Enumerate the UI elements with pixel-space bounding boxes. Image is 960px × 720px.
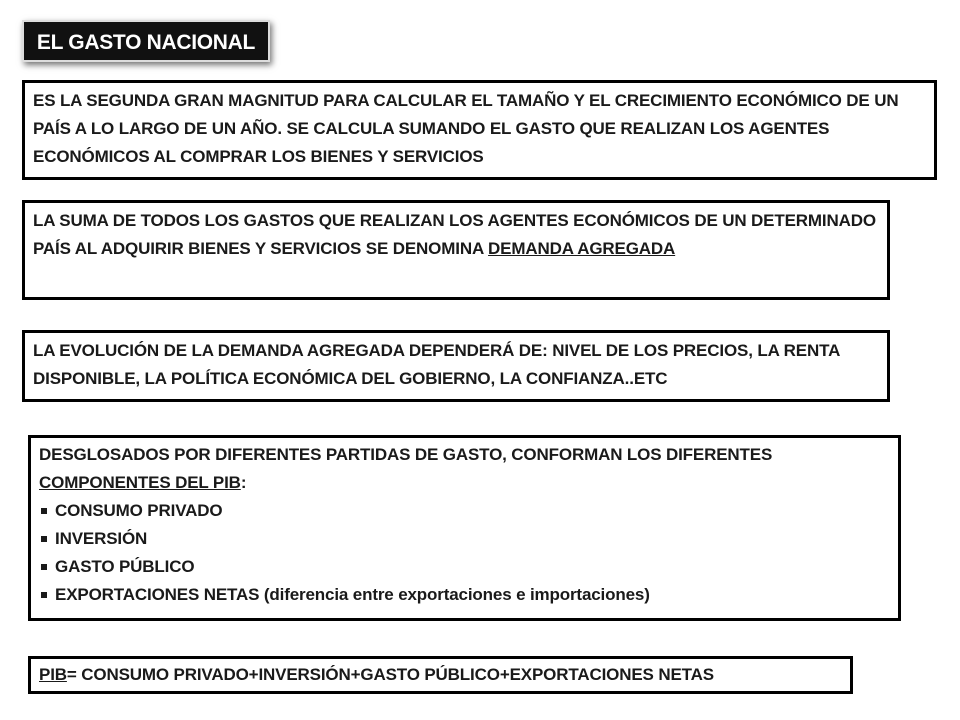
bullet-icon [41, 592, 47, 598]
demand-evolution-box [22, 330, 890, 402]
list-item [39, 553, 890, 581]
aggregate-demand-text: LA SUMA DE TODOS LOS GASTOS QUE REALIZAN LOS AGENTES ECONÓMICOS DE UN DETERMINADO PAÍS AL ADQUIRIR BIENES Y SERVICIOS SE DENOMINA [33, 211, 876, 258]
list-item-label: EXPORTACIONES NETAS [55, 585, 260, 604]
bullet-icon [41, 564, 47, 570]
gdp-components-intro [39, 441, 890, 497]
definition-box [22, 80, 937, 180]
list-item [39, 497, 890, 525]
gdp-components-colon: : [240, 473, 247, 492]
list-item-note: (diferencia entre exportaciones e importaciones) [259, 585, 650, 604]
list-item-label: CONSUMO PRIVADO [55, 501, 223, 520]
gdp-components-term: COMPONENTES DEL PIB [39, 473, 241, 492]
list-item [39, 525, 890, 553]
gdp-components-intro-text: DESGLOSADOS POR DIFERENTES PARTIDAS DE GASTO, CONFORMAN LOS DIFERENTES [39, 445, 773, 464]
gdp-formula-text: = CONSUMO PRIVADO+INVERSIÓN+GASTO PÚBLICO+EXPORTACIONES NETAS [66, 665, 714, 684]
page-title: EL GASTO NACIONAL [22, 20, 270, 62]
list-item-label: INVERSIÓN [55, 529, 148, 548]
list-item-label: GASTO PÚBLICO [55, 557, 195, 576]
bullet-icon [41, 508, 47, 514]
aggregate-demand-term: DEMANDA AGREGADA [488, 239, 676, 258]
demand-evolution-text: LA EVOLUCIÓN DE LA DEMANDA AGREGADA DEPENDERÁ DE: NIVEL DE LOS PRECIOS, LA RENTA DISPONIBLE, LA POLÍTICA ECONÓMICA DEL GOBIERNO, LA CONFIANZA..ETC [33, 341, 840, 388]
gdp-components-list [39, 497, 890, 609]
bullet-icon [41, 536, 47, 542]
definition-text: ES LA SEGUNDA GRAN MAGNITUD PARA CALCULAR EL TAMAÑO Y EL CRECIMIENTO ECONÓMICO DE UN PAÍS A LO LARGO DE UN AÑO. SE CALCULA SUMANDO EL GASTO QUE REALIZAN LOS AGENTES ECONÓMICOS AL COMPRAR LOS BIENES Y SERVICIOS [33, 91, 899, 166]
gdp-components-box [28, 435, 901, 621]
gdp-formula-box [28, 656, 853, 694]
gdp-formula-term: PIB [39, 665, 67, 684]
list-item [39, 581, 890, 609]
aggregate-demand-box [22, 200, 890, 300]
